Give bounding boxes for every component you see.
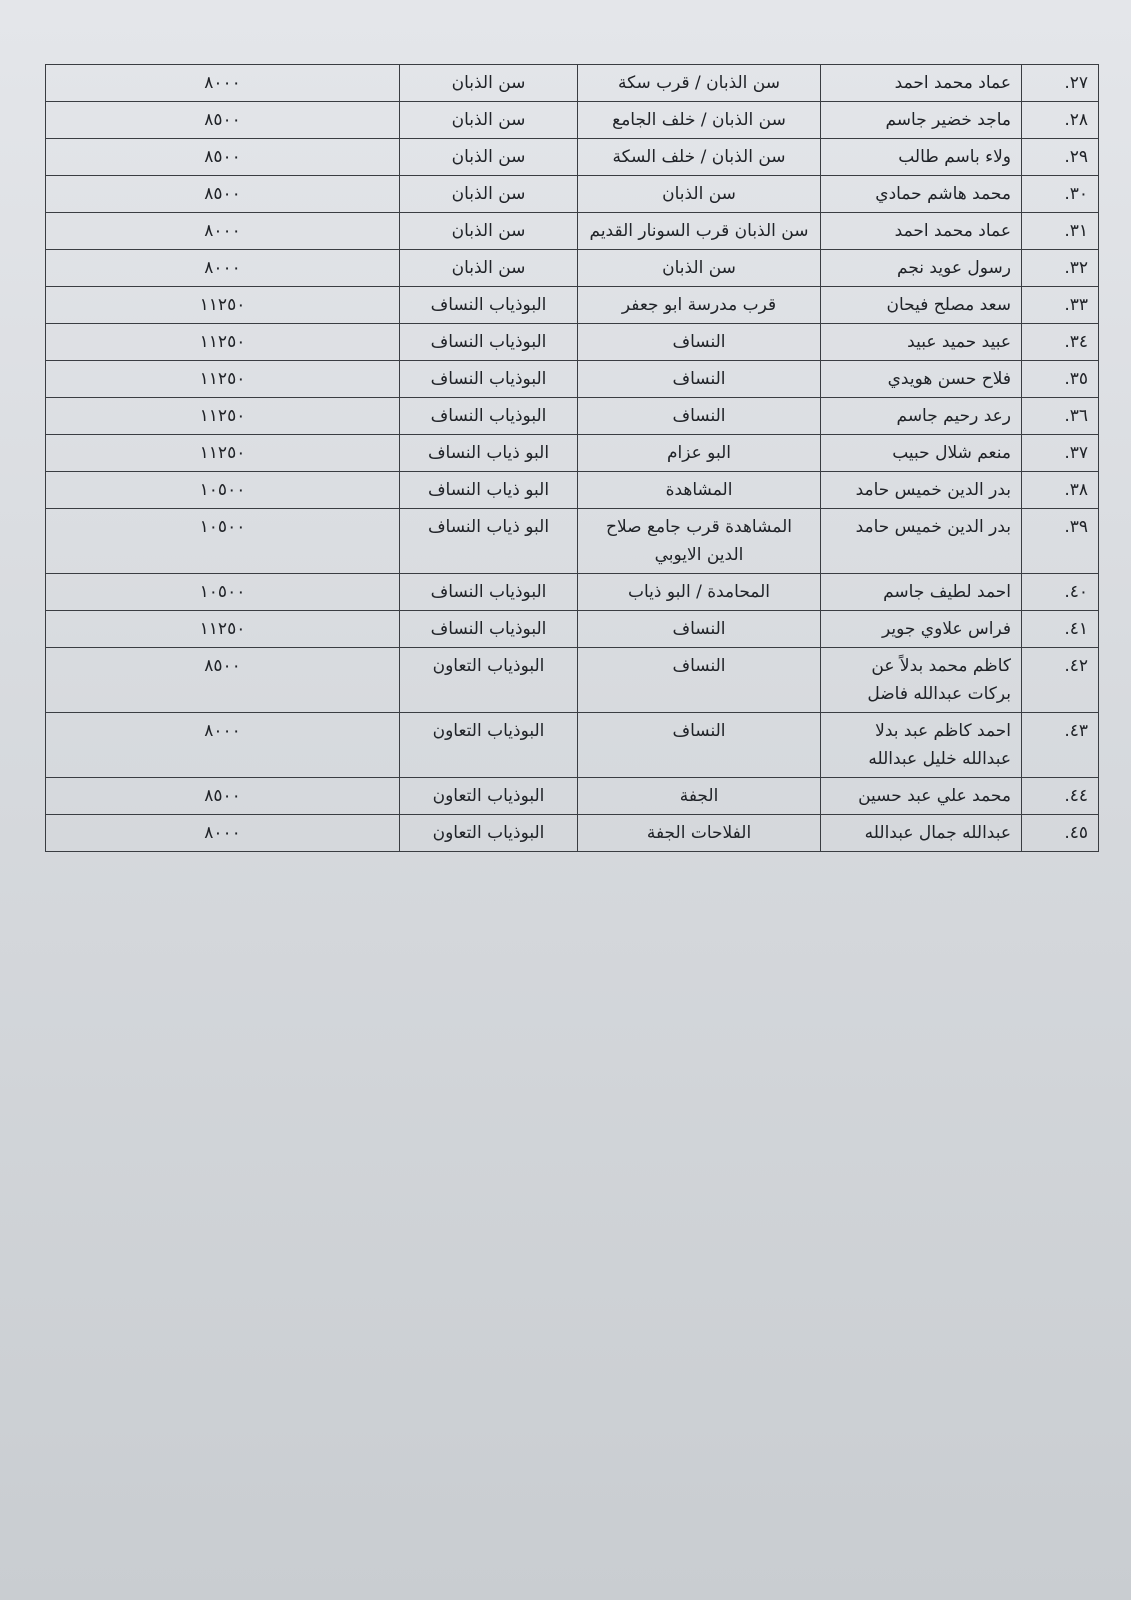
address-cell: الفلاحات الجفة [578,815,821,852]
row-number: ٤٢. [1022,648,1099,713]
table-row [46,102,1099,139]
area-cell: البوذياب النساف [400,324,578,361]
row-number: ٤٠. [1022,574,1099,611]
area-cell: سن الذبان [400,139,578,176]
person-name: ماجد خضير جاسم [821,102,1022,139]
address-cell: النساف [578,361,821,398]
area-cell: سن الذبان [400,65,578,102]
address-cell: سن الذبان قرب السونار القديم [578,213,821,250]
amount-cell: ٨٠٠٠ [46,250,400,287]
row-number: ٣٧. [1022,435,1099,472]
address-cell: المشاهدة قرب جامع صلاح الدين الايوبي [578,509,821,574]
person-name: فلاح حسن هويدي [821,361,1022,398]
table-row [46,398,1099,435]
area-cell: البوذياب التعاون [400,778,578,815]
row-number: ٣٦. [1022,398,1099,435]
person-name: كاظم محمد بدلاً عن بركات عبدالله فاضل [821,648,1022,713]
area-cell: البوذياب التعاون [400,713,578,778]
amount-cell: ١١٢٥٠ [46,398,400,435]
roster-table-body [46,65,1099,852]
table-row [46,574,1099,611]
row-number: ٣٨. [1022,472,1099,509]
area-cell: سن الذبان [400,213,578,250]
address-cell: النساف [578,324,821,361]
area-cell: البوذياب النساف [400,611,578,648]
amount-cell: ٨٥٠٠ [46,176,400,213]
person-name: محمد هاشم حمادي [821,176,1022,213]
table-row [46,361,1099,398]
table-row [46,213,1099,250]
amount-cell: ١١٢٥٠ [46,287,400,324]
amount-cell: ١٠٥٠٠ [46,472,400,509]
address-cell: سن الذبان / قرب سكة [578,65,821,102]
person-name: رسول عويد نجم [821,250,1022,287]
table-row [46,713,1099,778]
area-cell: البوذياب التعاون [400,648,578,713]
person-name: سعد مصلح فيحان [821,287,1022,324]
amount-cell: ٨٠٠٠ [46,213,400,250]
person-name: عبيد حميد عبيد [821,324,1022,361]
area-cell: البوذياب التعاون [400,815,578,852]
person-name: احمد كاظم عبد بدلا عبدالله خليل عبدالله [821,713,1022,778]
amount-cell: ١١٢٥٠ [46,611,400,648]
address-cell: النساف [578,398,821,435]
row-number: ٣٢. [1022,250,1099,287]
row-number: ٣٩. [1022,509,1099,574]
table-row [46,472,1099,509]
amount-cell: ٨٠٠٠ [46,815,400,852]
area-cell: سن الذبان [400,250,578,287]
table-row [46,509,1099,574]
person-name: محمد علي عبد حسين [821,778,1022,815]
amount-cell: ١٠٥٠٠ [46,574,400,611]
area-cell: البو ذياب النساف [400,472,578,509]
area-cell: البوذياب النساف [400,287,578,324]
amount-cell: ٨٥٠٠ [46,139,400,176]
table-row [46,648,1099,713]
table-row [46,611,1099,648]
row-number: ٣١. [1022,213,1099,250]
table-row [46,815,1099,852]
person-name: احمد لطيف جاسم [821,574,1022,611]
address-cell: سن الذبان / خلف السكة [578,139,821,176]
person-name: عماد محمد احمد [821,65,1022,102]
table-row [46,250,1099,287]
amount-cell: ٨٠٠٠ [46,65,400,102]
person-name: فراس علاوي جوير [821,611,1022,648]
address-cell: النساف [578,648,821,713]
table-row [46,176,1099,213]
address-cell: البو عزام [578,435,821,472]
row-number: ٢٨. [1022,102,1099,139]
area-cell: البو ذياب النساف [400,435,578,472]
address-cell: قرب مدرسة ابو جعفر [578,287,821,324]
area-cell: سن الذبان [400,176,578,213]
address-cell: سن الذبان [578,250,821,287]
table-row [46,778,1099,815]
address-cell: الجفة [578,778,821,815]
row-number: ٤١. [1022,611,1099,648]
table-row [46,324,1099,361]
row-number: ٣٥. [1022,361,1099,398]
person-name: عبدالله جمال عبدالله [821,815,1022,852]
amount-cell: ١١٢٥٠ [46,361,400,398]
table-row [46,435,1099,472]
area-cell: سن الذبان [400,102,578,139]
amount-cell: ٨٥٠٠ [46,102,400,139]
address-cell: سن الذبان / خلف الجامع [578,102,821,139]
address-cell: المحامدة / البو ذياب [578,574,821,611]
area-cell: البوذياب النساف [400,574,578,611]
amount-cell: ١١٢٥٠ [46,435,400,472]
person-name: ولاء باسم طالب [821,139,1022,176]
roster-table [45,64,1099,852]
row-number: ٤٤. [1022,778,1099,815]
person-name: رعد رحيم جاسم [821,398,1022,435]
row-number: ٤٥. [1022,815,1099,852]
person-name: منعم شلال حبيب [821,435,1022,472]
person-name: عماد محمد احمد [821,213,1022,250]
amount-cell: ٨٥٠٠ [46,778,400,815]
table-row [46,287,1099,324]
amount-cell: ٨٥٠٠ [46,648,400,713]
amount-cell: ٨٠٠٠ [46,713,400,778]
address-cell: سن الذبان [578,176,821,213]
row-number: ٤٣. [1022,713,1099,778]
row-number: ٣٤. [1022,324,1099,361]
person-name: بدر الدين خميس حامد [821,472,1022,509]
row-number: ٢٩. [1022,139,1099,176]
row-number: ٣٠. [1022,176,1099,213]
address-cell: النساف [578,611,821,648]
amount-cell: ١٠٥٠٠ [46,509,400,574]
address-cell: النساف [578,713,821,778]
row-number: ٢٧. [1022,65,1099,102]
area-cell: البوذياب النساف [400,398,578,435]
table-row [46,65,1099,102]
amount-cell: ١١٢٥٠ [46,324,400,361]
area-cell: البو ذياب النساف [400,509,578,574]
table-row [46,139,1099,176]
row-number: ٣٣. [1022,287,1099,324]
address-cell: المشاهدة [578,472,821,509]
person-name: بدر الدين خميس حامد [821,509,1022,574]
area-cell: البوذياب النساف [400,361,578,398]
